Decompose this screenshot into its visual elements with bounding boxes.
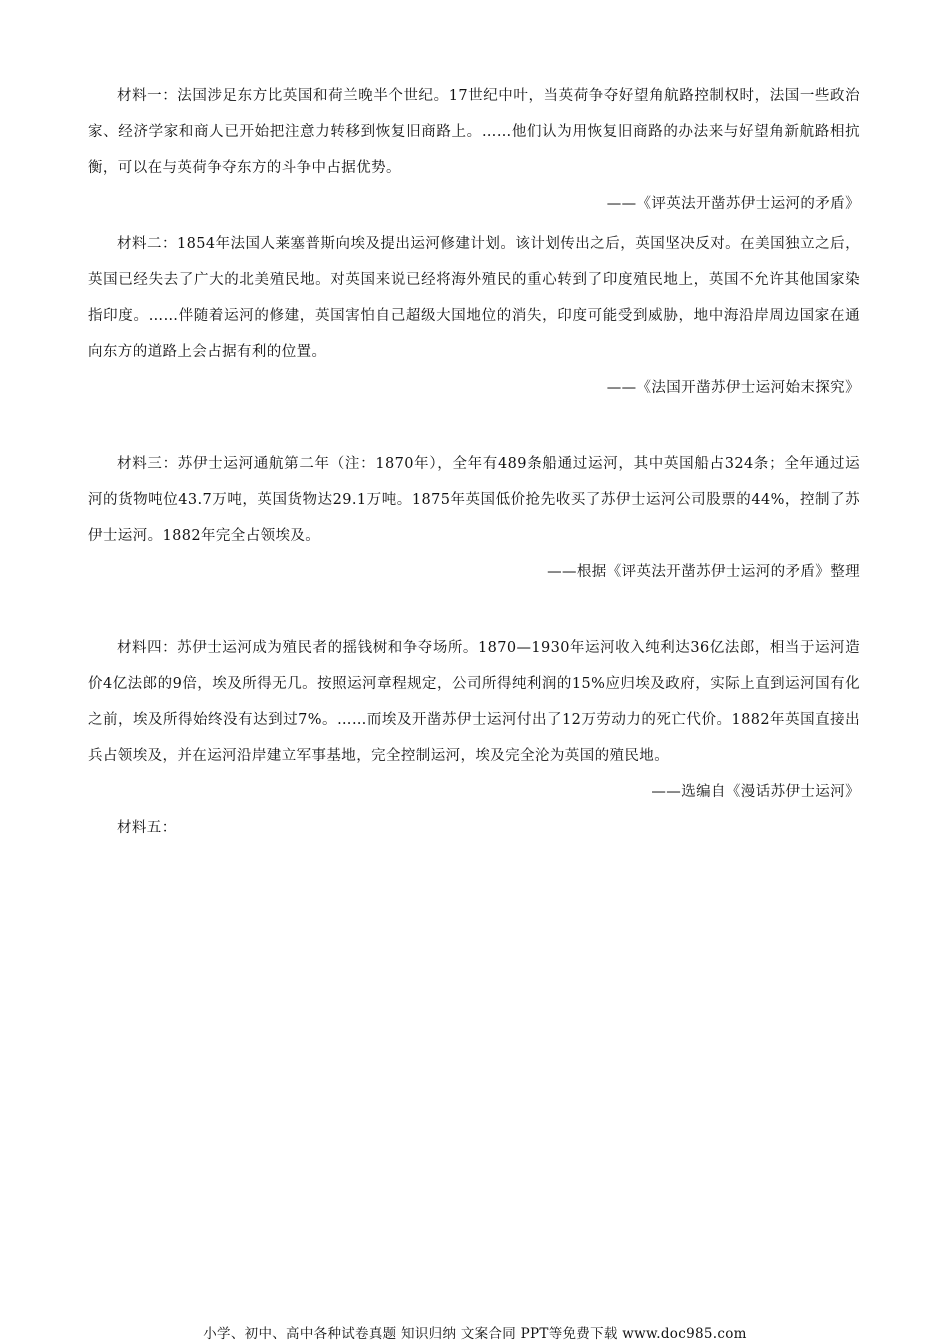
material-3-source: ——根据《评英法开凿苏伊士运河的矛盾》整理 [547, 564, 860, 580]
material-4-text: 材料四：苏伊士运河成为殖民者的摇钱树和争夺场所。1870—1930年运河收入纯利达36亿法郎，相当于运河造价4亿法郎的9倍，埃及所得无几。按照运河章程规定，公司所得纯利润的15%应归埃及政府，实际上直到运河国有化之前，埃及所得始终没有达到过7%。……而埃及开凿苏伊士运河付出了12万劳动力的死亡代价。1882年英国直接出兵占领埃及，并在运河沿岸建立军事基地，完全控制运河，埃及完全沦为英国的殖民地。 [88, 640, 860, 764]
document-body [88, 78, 860, 846]
page-footer: 小学、初中、高中各种试卷真题 知识归纳 文案合同 PPT等免费下载 www.doc985.com [203, 1326, 747, 1342]
material-2-text: 材料二：1854年法国人莱塞普斯向埃及提出运河修建计划。该计划传出之后，英国坚决反对。在美国独立之后，英国已经失去了广大的北美殖民地。对英国来说已经将海外殖民的重心转到了印度殖民地上，英国不允许其他国家染指印度。……伴随着运河的修建，英国害怕自己超级大国地位的消失，印度可能受到威胁，地中海沿岸周边国家在通向东方的道路上会占据有利的位置。 [88, 236, 860, 360]
material-3-text: 材料三：苏伊士运河通航第二年（注：1870年），全年有489条船通过运河，其中英国船占324条；全年通过运河的货物吨位43.7万吨，英国货物达29.1万吨。1875年英国低价抢先收买了苏伊士运河公司股票的44%，控制了苏伊士运河。1882年完全占领埃及。 [88, 456, 860, 544]
material-5-label: 材料五： [117, 820, 177, 836]
material-2-source: ——《法国开凿苏伊士运河始末探究》 [606, 380, 860, 396]
material-4-source: ——选编自《漫话苏伊士运河》 [651, 784, 860, 800]
material-1-source: ——《评英法开凿苏伊士运河的矛盾》 [606, 196, 860, 212]
material-1-text: 材料一：法国涉足东方比英国和荷兰晚半个世纪。17世纪中叶，当英荷争夺好望角航路控制权时，法国一些政治家、经济学家和商人已开始把注意力转移到恢复旧商路上。……他们认为用恢复旧商路的办法来与好望角新航路相抗衡，可以在与英荷争夺东方的斗争中占据优势。 [88, 88, 860, 176]
